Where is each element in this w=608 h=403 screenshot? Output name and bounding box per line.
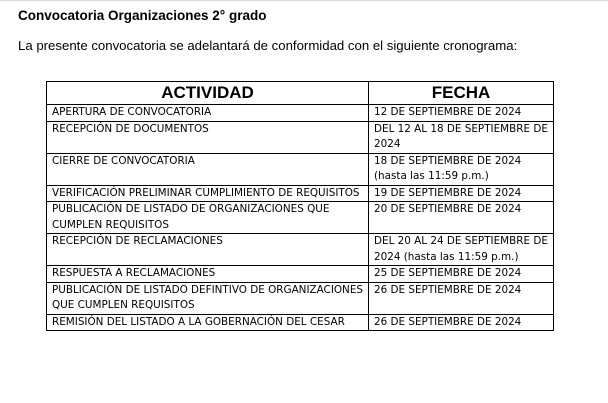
activity-cell: RECEPCIÓN DE DOCUMENTOS [47, 121, 369, 153]
activity-cell: APERTURA DE CONVOCATORIA [47, 105, 369, 122]
activity-cell: VERIFICACIÓN PRELIMINAR CUMPLIMIENTO DE REQUISITOS [47, 185, 369, 202]
top-divider [0, 0, 608, 1]
activity-column-header: ACTIVIDAD [47, 82, 369, 105]
date-cell: 25 DE SEPTIEMBRE DE 2024 [369, 266, 554, 283]
document-title: Convocatoria Organizaciones 2° grado [18, 8, 267, 23]
activity-cell: PUBLICACIÓN DE LISTADO DE ORGANIZACIONES QUE CUMPLEN REQUISITOS [47, 202, 369, 234]
date-cell: 26 DE SEPTIEMBRE DE 2024 [369, 314, 554, 331]
table-row [47, 314, 554, 331]
table-row [47, 185, 554, 202]
table-row [47, 202, 554, 234]
date-cell: 20 DE SEPTIEMBRE DE 2024 [369, 202, 554, 234]
date-cell: 26 DE SEPTIEMBRE DE 2024 [369, 282, 554, 314]
table-row [47, 105, 554, 122]
activity-cell: PUBLICACIÓN DE LISTADO DEFINTIVO DE ORGANIZACIONES QUE CUMPLEN REQUISITOS [47, 282, 369, 314]
activity-cell: REMISIÓN DEL LISTADO A LA GOBERNACIÓN DEL CESAR [47, 314, 369, 331]
table-row [47, 234, 554, 266]
date-cell: 18 DE SEPTIEMBRE DE 2024 (hasta las 11:59 p.m.) [369, 153, 554, 185]
date-cell: DEL 20 AL 24 DE SEPTIEMBRE DE 2024 (hasta las 11:59 p.m.) [369, 234, 554, 266]
date-cell: 19 DE SEPTIEMBRE DE 2024 [369, 185, 554, 202]
table-row [47, 153, 554, 185]
date-cell: DEL 12 AL 18 DE SEPTIEMBRE DE 2024 [369, 121, 554, 153]
table-row [47, 282, 554, 314]
table-row [47, 266, 554, 283]
date-column-header: FECHA [369, 82, 554, 105]
intro-paragraph: La presente convocatoria se adelantará de conformidad con el siguiente cronograma: [18, 38, 518, 53]
table-row [47, 121, 554, 153]
activity-cell: RECEPCIÓN DE RECLAMACIONES [47, 234, 369, 266]
date-cell: 12 DE SEPTIEMBRE DE 2024 [369, 105, 554, 122]
schedule-header-row [47, 82, 554, 105]
schedule-table [46, 81, 554, 331]
activity-cell: CIERRE DE CONVOCATORIA [47, 153, 369, 185]
activity-cell: RESPUESTA A RECLAMACIONES [47, 266, 369, 283]
